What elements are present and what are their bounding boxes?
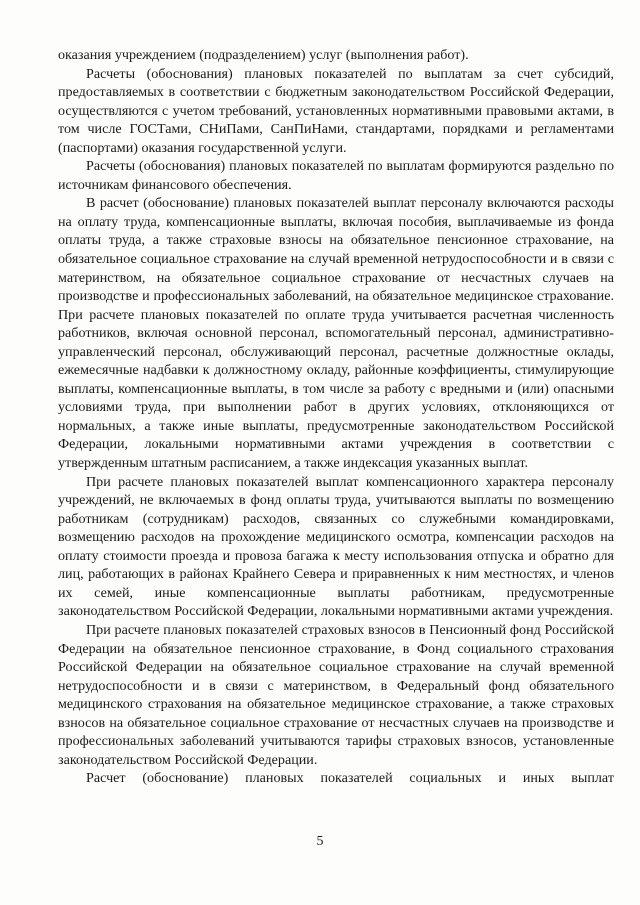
paragraph-5: При расчете плановых показателей выплат компенсационного характера персоналу учреждений, не включаемых в фонд оплаты труда, учитываются выплаты по возмещению работникам (сотрудникам) расходов, связанных со служебными командировками, возмещению расходов на прохождение медицинского осмотра, компенсации расходов на оплату стоимости проезда и провоза багажа к месту использования отпуска и обратно для лиц, работающих в районах Крайнего Севера и приравненных к ним местностях, и членов их семей, иные компенсационные выплаты работникам, предусмотренные законодательством Российской Федерации, локальными нормативными актами учреждения. bbox=[58, 473, 614, 620]
paragraph-7: Расчет (обоснование) плановых показателей социальных и иных выплат bbox=[86, 770, 614, 787]
document-body bbox=[58, 46, 614, 788]
paragraph-4: В расчет (обоснование) плановых показателей выплат персоналу включаются расходы на оплату труда, компенсационные выплаты, включая пособия, выплачиваемые из фонда оплаты труда, а также страховые взносы на обязательное пенсионное страхование, на обязательное социальное страхование на случай временной нетрудоспособности и в связи с материнством, на обязательное социальное страхование от несчастных случаев на производстве и профессиональных заболеваний, на обязательное медицинское страхование. При расчете плановых показателей по оплате труда учитывается расчетная численность работников, включая основной персонал, вспомогательный персонал, административно-управленческий персонал, обслуживающий персонал, расчетные должностные оклады, ежемесячные надбавки к должностному окладу, районные коэффициенты, стимулирующие выплаты, компенсационные выплаты, в том числе за работу с вредными и (или) опасными условиями труда, при выполнении работ в других условиях, отклоняющихся от нормальных, а также иные выплаты, предусмотренные законодательством Российской Федерации, локальными нормативными актами учреждения в соответствии с утвержденным штатным расписанием, а также индексация указанных выплат. bbox=[58, 195, 614, 472]
page-number: 5 bbox=[316, 834, 324, 849]
paragraph-3: Расчеты (обоснования) плановых показателей по выплатам формируются раздельно по источникам финансового обеспечения. bbox=[58, 158, 614, 193]
paragraph-6: При расчете плановых показателей страховых взносов в Пенсионный фонд Российской Федерации на обязательное пенсионное страхование, в Фонд социального страхования Российской Федерации на обязательное социальное страхование на случай временной нетрудоспособности и в связи с материнством, в Федеральный фонд обязательного медицинского страхования на обязательное медицинское страхование, а также страховых взносов на обязательное социальное страхование от несчастных случаев на производстве и профессиональных заболеваний учитываются тарифы страховых взносов, установленные законодательством Российской Федерации. bbox=[58, 621, 614, 768]
paragraph-2: Расчеты (обоснования) плановых показателей по выплатам за счет субсидий, предоставляемых в соответствии с бюджетным законодательством Российской Федерации, осуществляются с учетом требований, установленных нормативными правовыми актами, в том числе ГОСТами, СНиПами, СанПиНами, стандартами, порядками и регламентами (паспортами) оказания государственной услуги. bbox=[58, 65, 614, 156]
paragraph-1: оказания учреждением (подразделением) услуг (выполнения работ). bbox=[58, 47, 469, 63]
